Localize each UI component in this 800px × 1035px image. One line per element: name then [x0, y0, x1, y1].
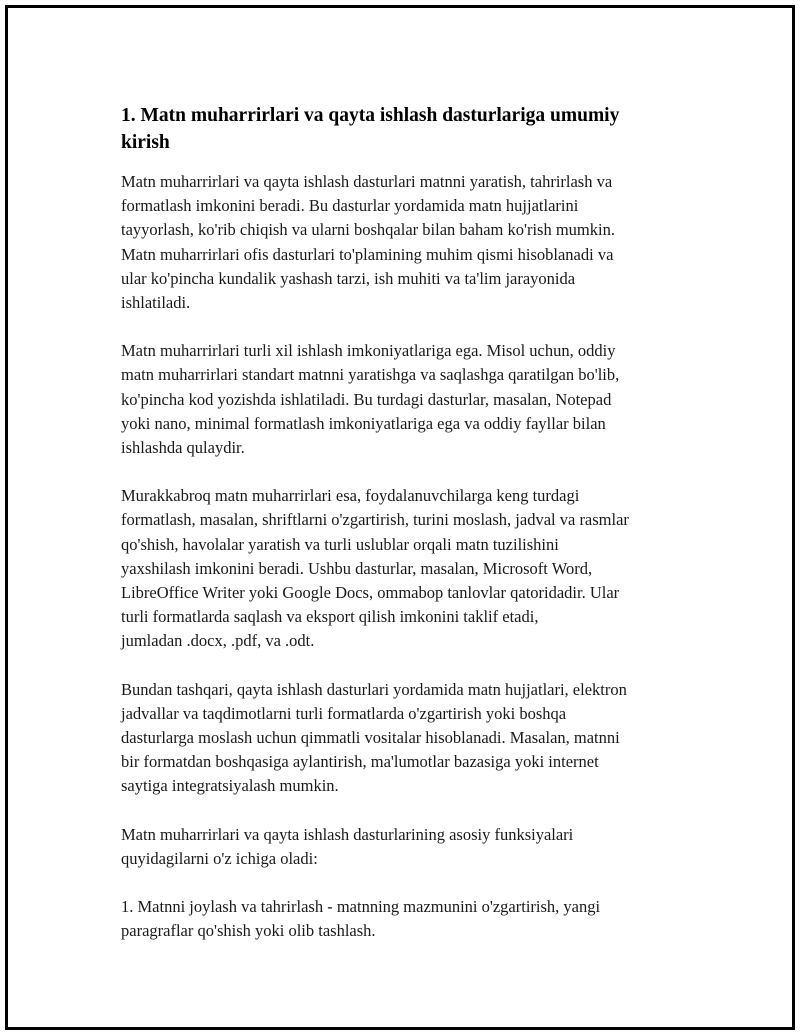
text-line: ishlatiladi.	[121, 293, 191, 313]
text-line: formatlash, masalan, shriftlarni o'zgartirish, turini moslash, jadval va rasmlar	[121, 510, 629, 530]
text-line: yoki nano, minimal formatlash imkoniyatlariga ega va oddiy fayllar bilan	[121, 413, 606, 433]
text-line: tayyorlash, ko'rib chiqish va ularni boshqalar bilan baham ko'rish mumkin.	[121, 220, 615, 240]
text-line: ishlashda qulaydir.	[121, 438, 245, 458]
text-line: Matn muharrirlari va qayta ishlash dasturlarining asosiy funksiyalari	[121, 824, 574, 844]
text-line: ko'pincha kod yozishda ishlatiladi. Bu turdagi dasturlar, masalan, Notepad	[121, 389, 612, 409]
text-line: Matn muharrirlari ofis dasturlari to'plamining muhim qismi hisoblanadi va	[121, 244, 614, 264]
document-body	[121, 102, 701, 967]
text-line: 1. Matnni joylash va tahrirlash - matnning mazmunini o'zgartirish, yangi	[121, 897, 601, 917]
text-line: yaxshilash imkonini beradi. Ushbu dasturlar, masalan, Microsoft Word,	[121, 558, 593, 578]
text-line: formatlash imkonini beradi. Bu dasturlar yordamida matn hujjatlarini	[121, 196, 579, 216]
paragraph-advanced-editors	[121, 484, 701, 653]
text-line: quyidagilarni o'z ichiga oladi:	[121, 848, 318, 868]
paragraph-processing-tools	[121, 678, 701, 799]
section-heading	[121, 102, 701, 156]
heading-line: 1. Matn muharrirlari va qayta ishlash dasturlariga umumiy	[121, 105, 620, 126]
text-line: Murakkabroq matn muharrirlari esa, foydalanuvchilarga keng turdagi	[121, 486, 580, 506]
list-item-1	[121, 895, 701, 943]
heading-line: kirish	[121, 132, 170, 153]
text-line: turli formatlarda saqlash va eksport qilish imkonini taklif etadi,	[121, 607, 539, 627]
text-line: Bundan tashqari, qayta ishlash dasturlari yordamida matn hujjatlari, elektron	[121, 679, 627, 699]
text-line: dasturlarga moslash uchun qimmatli vositalar hisoblanadi. Masalan, matnni	[121, 728, 620, 748]
paragraph-simple-editors	[121, 339, 701, 460]
text-line: saytiga integratsiyalash mumkin.	[121, 776, 339, 796]
text-line: paragraflar qo'shish yoki olib tashlash.	[121, 921, 376, 941]
page-frame	[5, 5, 795, 1030]
paragraph-intro	[121, 170, 701, 315]
text-line: Matn muharrirlari turli xil ishlash imkoniyatlariga ega. Misol uchun, oddiy	[121, 341, 616, 361]
text-line: jumladan .docx, .pdf, va .odt.	[121, 631, 315, 651]
text-line: ular ko'pincha kundalik yashash tarzi, ish muhiti va ta'lim jarayonida	[121, 268, 576, 288]
text-line: matn muharrirlari standart matnni yaratishga va saqlashga qaratilgan bo'lib,	[121, 365, 620, 385]
text-line: jadvallar va taqdimotlarni turli formatlarda o'zgartirish yoki boshqa	[121, 703, 567, 723]
text-line: Matn muharrirlari va qayta ishlash dasturlari matnni yaratish, tahrirlash va	[121, 172, 613, 191]
text-line: bir formatdan boshqasiga aylantirish, ma'lumotlar bazasiga yoki internet	[121, 752, 599, 772]
text-line: LibreOffice Writer yoki Google Docs, ommabop tanlovlar qatoridadir. Ular	[121, 583, 620, 603]
paragraph-functions-intro	[121, 823, 701, 871]
text-line: qo'shish, havolalar yaratish va turli uslublar orqali matn tuzilishini	[121, 534, 559, 554]
